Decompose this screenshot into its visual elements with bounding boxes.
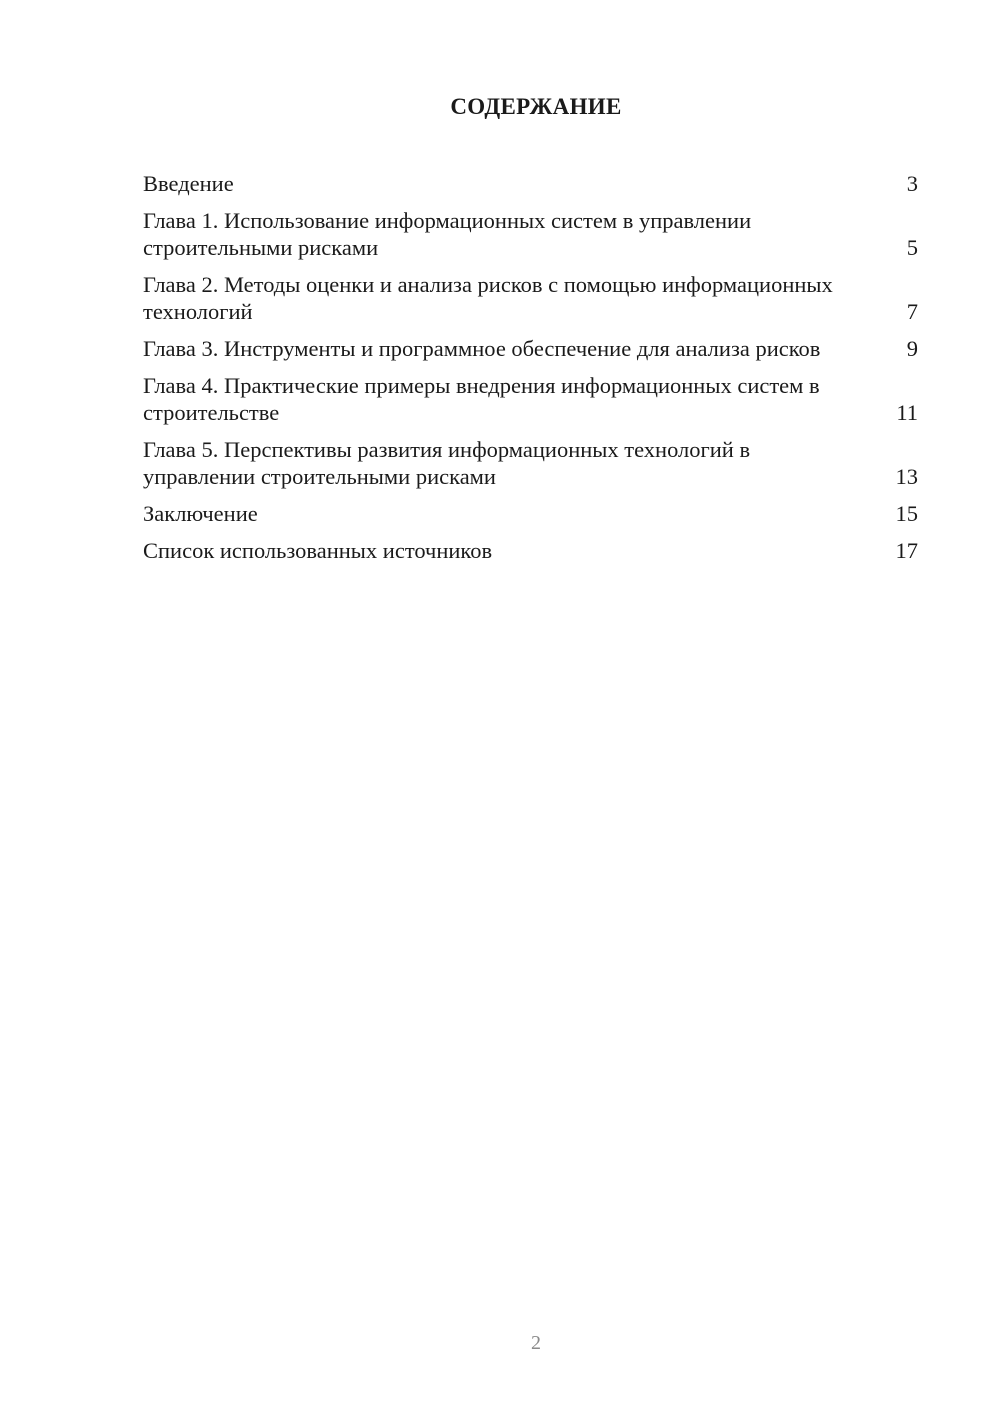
toc-entry-page: 17 [895, 538, 918, 563]
toc-entry-title: Глава 5. Перспективы развития информационных технологий в управлении строительными рисками [143, 437, 751, 489]
toc-entry-chapter-4 [143, 372, 918, 426]
toc-entry-page: 9 [906, 336, 918, 361]
page-number: 2 [531, 1332, 541, 1354]
toc-entry-chapter-3 [143, 335, 918, 362]
toc-entry-references [143, 537, 918, 564]
toc-entry-page: 13 [895, 464, 918, 489]
toc-entry-page: 11 [896, 400, 918, 425]
toc-entry-title: Заключение [143, 501, 258, 526]
toc-entry-page: 3 [906, 171, 918, 196]
toc-entry-page: 5 [906, 235, 918, 260]
toc-entry-chapter-2 [143, 271, 918, 325]
toc-entry-title: Глава 4. Практические примеры внедрения информационных систем в строительстве [143, 373, 820, 425]
toc-entry-chapter-1 [143, 207, 918, 261]
toc-entry-introduction [143, 170, 918, 197]
table-of-contents [143, 170, 918, 574]
toc-entry-conclusion [143, 500, 918, 527]
toc-entry-title: Введение [143, 171, 234, 196]
toc-entry-chapter-5 [143, 436, 918, 490]
toc-entry-title: Список использованных источников [143, 538, 493, 563]
page-title: СОДЕРЖАНИЕ [450, 94, 622, 119]
toc-entry-page: 15 [895, 501, 918, 526]
toc-entry-title: Глава 1. Использование информационных систем в управлении строительными рисками [143, 208, 752, 260]
toc-entry-title: Глава 2. Методы оценки и анализа рисков с помощью информационных технологий [143, 272, 833, 324]
toc-entry-page: 7 [906, 299, 918, 324]
toc-entry-title: Глава 3. Инструменты и программное обеспечение для анализа рисков [143, 336, 821, 361]
